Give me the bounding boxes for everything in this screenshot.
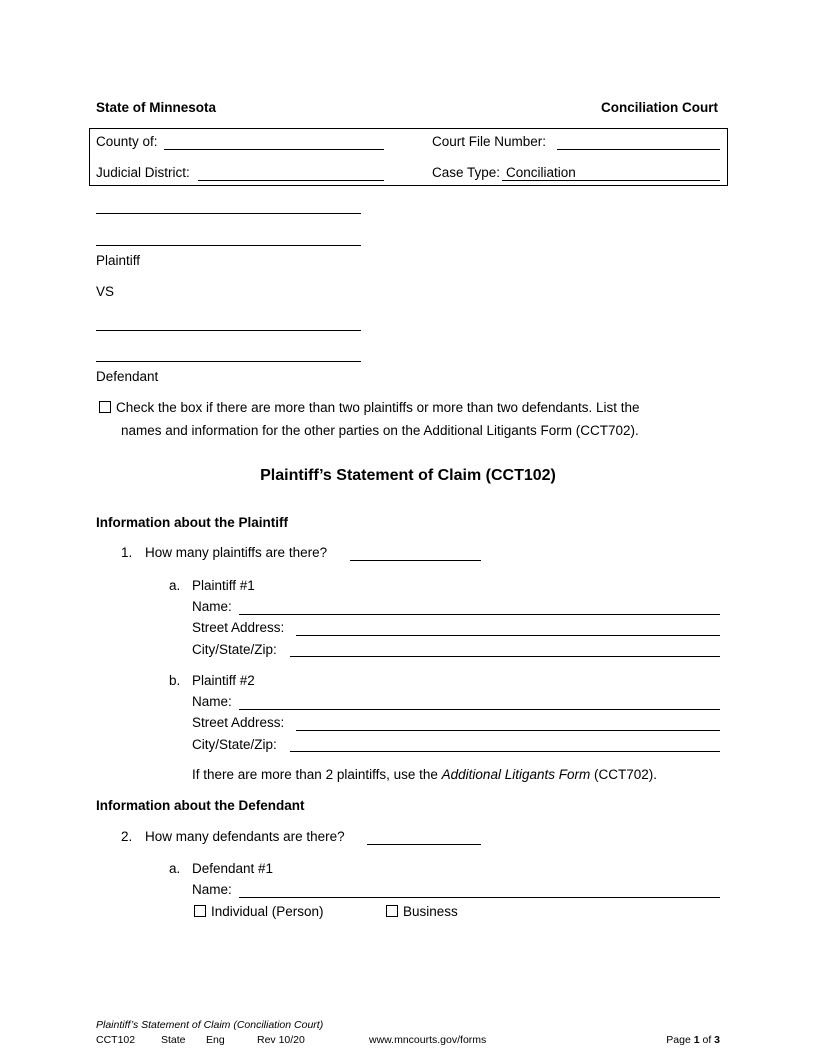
plaintiff-section-heading: Information about the Plaintiff — [96, 515, 288, 530]
plaintiff-count-field[interactable] — [350, 560, 481, 561]
judicial-district-label: Judicial District: — [96, 165, 190, 180]
footer-code: CCT102 — [96, 1034, 136, 1046]
case-type-field[interactable] — [502, 180, 720, 181]
business-label: Business — [403, 904, 458, 919]
note-prefix: If there are more than 2 plaintiffs, use the — [192, 767, 442, 782]
defendant-1-name-label: Name: — [192, 882, 232, 897]
defendant-section-heading: Information about the Defendant — [96, 798, 305, 813]
individual-label: Individual (Person) — [211, 904, 324, 919]
footer-form-title: Plaintiff’s Statement of Claim (Conciliation Court) — [96, 1019, 324, 1031]
individual-option[interactable] — [194, 904, 324, 919]
defendant-label: Defendant — [96, 369, 159, 384]
footer-language: Eng — [206, 1034, 225, 1046]
plaintiff-1-city-field[interactable] — [290, 656, 720, 657]
plaintiff-1-name-field[interactable] — [239, 614, 720, 615]
plaintiff-1-name-label: Name: — [192, 599, 232, 614]
court-heading: Conciliation Court — [601, 100, 718, 115]
q2-number: 2. — [121, 829, 133, 844]
additional-litigants-note — [192, 767, 657, 782]
case-type-value: Conciliation — [506, 165, 576, 180]
q1-text: How many plaintiffs are there? — [145, 545, 328, 560]
judicial-district-field[interactable] — [198, 180, 384, 181]
page-prefix: Page — [666, 1034, 694, 1046]
state-heading: State of Minnesota — [96, 100, 217, 115]
plaintiff-2-name-label: Name: — [192, 694, 232, 709]
plaintiff-2-city-field[interactable] — [290, 751, 720, 752]
extra-parties-row — [99, 400, 640, 415]
footer-url[interactable]: www.mncourts.gov/forms — [369, 1034, 487, 1046]
court-file-number-field[interactable] — [557, 149, 720, 150]
defendant-line-1[interactable] — [96, 330, 361, 331]
case-type-label: Case Type: — [432, 165, 501, 180]
page-total: 3 — [714, 1034, 720, 1046]
plaintiff-label: Plaintiff — [96, 253, 141, 268]
extra-parties-checkbox[interactable] — [99, 401, 111, 413]
plaintiff-line-2[interactable] — [96, 245, 361, 246]
defendant-count-field[interactable] — [367, 844, 481, 845]
plaintiff-2-title: Plaintiff #2 — [192, 673, 255, 688]
plaintiff-1-city-label: City/State/Zip: — [192, 642, 277, 657]
plaintiff-2-city-label: City/State/Zip: — [192, 737, 277, 752]
plaintiff-1-letter: a. — [169, 578, 181, 593]
footer-jurisdiction: State — [161, 1034, 186, 1046]
form-title: Plaintiff’s Statement of Claim (CCT102) — [260, 467, 556, 484]
plaintiff-1-street-label: Street Address: — [192, 620, 285, 635]
defendant-1-name-field[interactable] — [239, 897, 720, 898]
plaintiff-2-name-field[interactable] — [239, 709, 720, 710]
extra-parties-text-1: Check the box if there are more than two plaintiffs or more than two defendants. List the — [116, 400, 640, 415]
business-option[interactable] — [386, 904, 458, 919]
plaintiff-2-street-field[interactable] — [296, 730, 720, 731]
county-label: County of: — [96, 134, 158, 149]
note-suffix: (CCT702). — [590, 767, 657, 782]
extra-parties-text-2: names and information for the other parties on the Additional Litigants Form (CCT702). — [121, 423, 639, 438]
county-field[interactable] — [164, 149, 384, 150]
q1-number: 1. — [121, 545, 133, 560]
plaintiff-2-street-label: Street Address: — [192, 715, 285, 730]
defendant-1-title: Defendant #1 — [192, 861, 274, 876]
individual-checkbox[interactable] — [194, 905, 206, 917]
court-file-number-label: Court File Number: — [432, 134, 547, 149]
page-current: 1 — [693, 1034, 700, 1046]
footer-revision: Rev 10/20 — [257, 1034, 305, 1046]
plaintiff-1-title: Plaintiff #1 — [192, 578, 255, 593]
q2-text: How many defendants are there? — [145, 829, 345, 844]
defendant-line-2[interactable] — [96, 361, 361, 362]
defendant-1-letter: a. — [169, 861, 181, 876]
vs-label: VS — [96, 284, 115, 299]
note-form-name: Additional Litigants Form — [441, 767, 591, 782]
plaintiff-2-letter: b. — [169, 673, 181, 688]
page-of: of — [699, 1034, 715, 1046]
business-checkbox[interactable] — [386, 905, 398, 917]
plaintiff-1-street-field[interactable] — [296, 635, 720, 636]
footer-page-number — [666, 1034, 720, 1046]
plaintiff-line-1[interactable] — [96, 213, 361, 214]
